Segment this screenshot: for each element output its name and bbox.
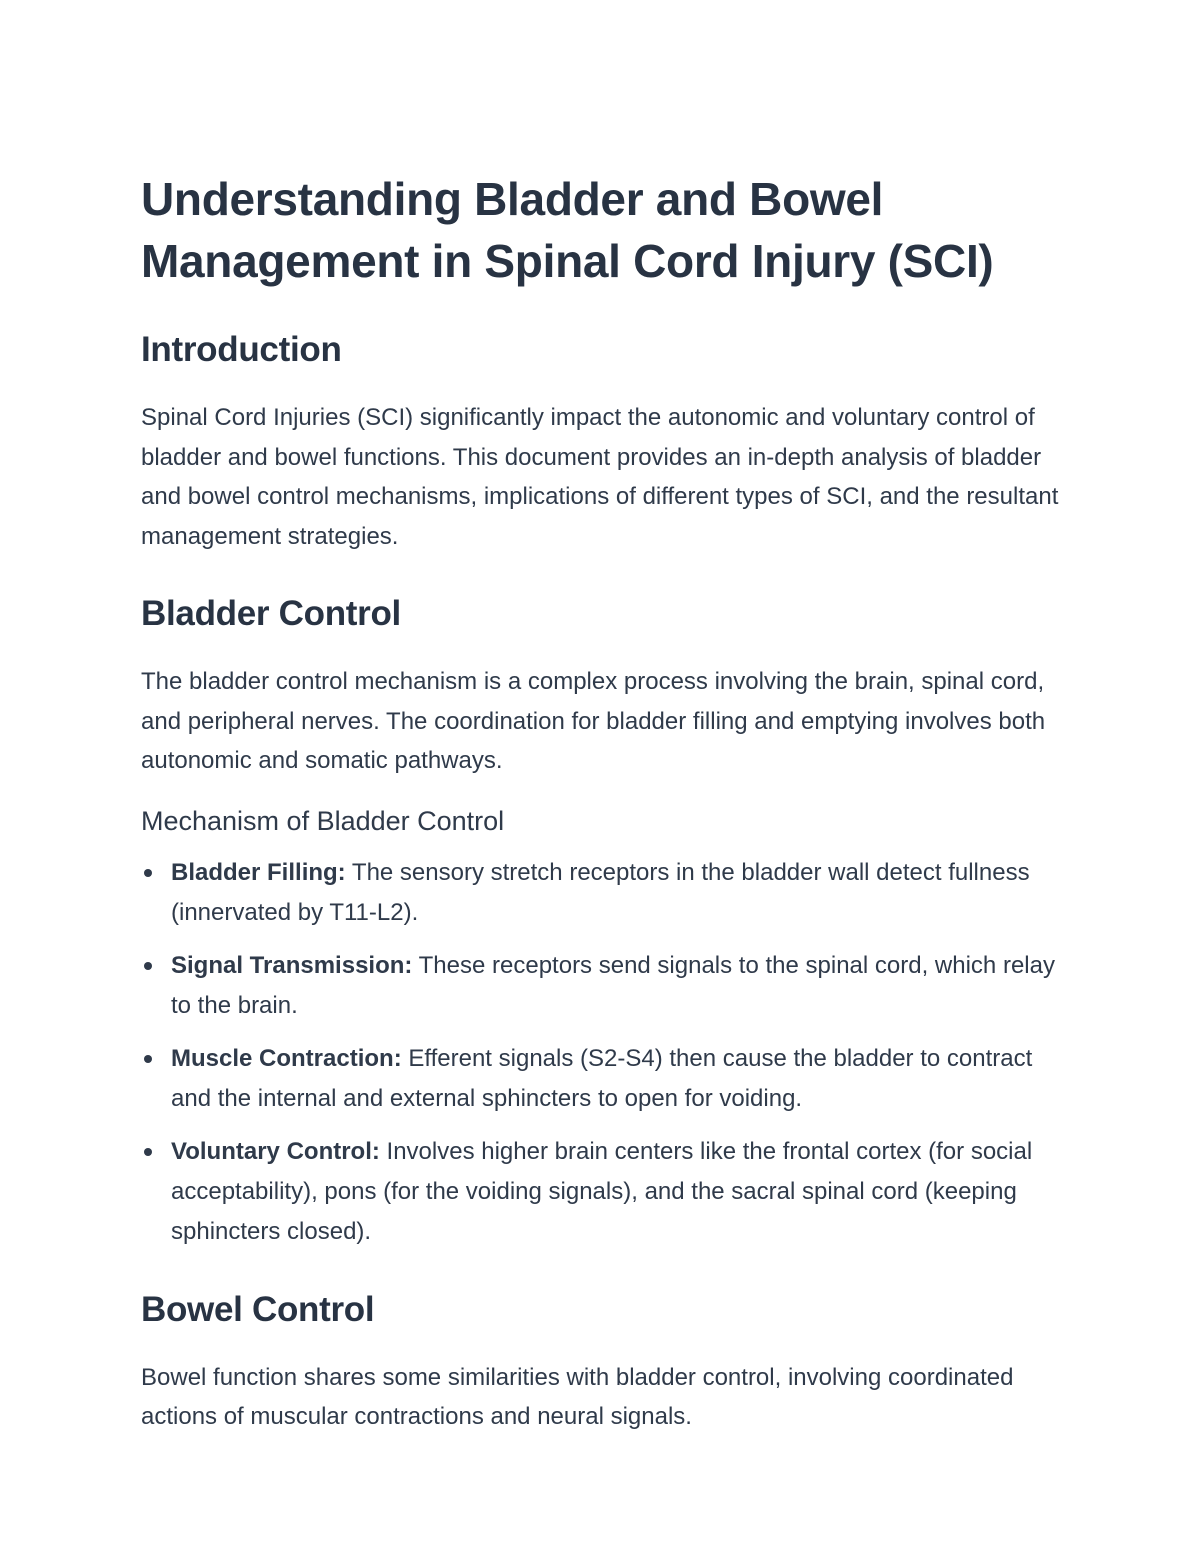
list-item xyxy=(141,946,1061,1026)
section-heading-introduction: Introduction xyxy=(141,330,342,369)
bullet-icon xyxy=(144,1148,152,1156)
subheading-mechanism-of-bladder-control: Mechanism of Bladder Control xyxy=(141,805,505,836)
section-heading-bladder-control: Bladder Control xyxy=(141,594,401,633)
introduction-paragraph: Spinal Cord Injuries (SCI) significantly impact the autonomic and voluntary control of bladder and bowel functions. This document provides an in-depth analysis of bladder and bowel control mechanisms, implications of different types of SCI, and the resultant management strategies. xyxy=(141,404,1059,550)
bowel-control-paragraph: Bowel function shares some similarities with bladder control, involving coordinated actions of muscular contractions and neural signals. xyxy=(141,1363,1014,1430)
list-item-term: Voluntary Control: xyxy=(171,1137,380,1165)
list-item-text: Efferent signals (S2-S4) then cause the bladder to contract and the internal and external sphincters to open for voiding. xyxy=(171,1044,1033,1112)
list-item xyxy=(141,1132,1061,1252)
bladder-control-paragraph: The bladder control mechanism is a complex process involving the brain, spinal cord, and peripheral nerves. The coordination for bladder filling and emptying involves both autonomic and somatic pathways. xyxy=(141,668,1046,774)
list-item-text: The sensory stretch receptors in the bladder wall detect fullness (innervated by T11-L2). xyxy=(171,858,1030,926)
list-item xyxy=(141,853,1061,933)
bullet-icon xyxy=(144,869,152,877)
list-item-text: These receptors send signals to the spinal cord, which relay to the brain. xyxy=(171,951,1055,1019)
list-item-term: Signal Transmission: xyxy=(171,951,413,979)
list-item-term: Muscle Contraction: xyxy=(171,1044,402,1072)
bullet-icon xyxy=(144,1055,152,1063)
page-title: Understanding Bladder and Bowel Management in Spinal Cord Injury (SCI) xyxy=(141,173,994,287)
bullet-icon xyxy=(144,962,152,970)
mechanism-list xyxy=(141,853,1061,1252)
list-item xyxy=(141,1039,1061,1119)
section-heading-bowel-control: Bowel Control xyxy=(141,1289,375,1329)
list-item-text: Involves higher brain centers like the frontal cortex (for social acceptability), pons (for the voiding signals), and the sacral spinal cord (keeping sphincters closed). xyxy=(171,1137,1033,1245)
list-item-term: Bladder Filling: xyxy=(171,858,346,886)
document-page xyxy=(141,168,1061,1437)
